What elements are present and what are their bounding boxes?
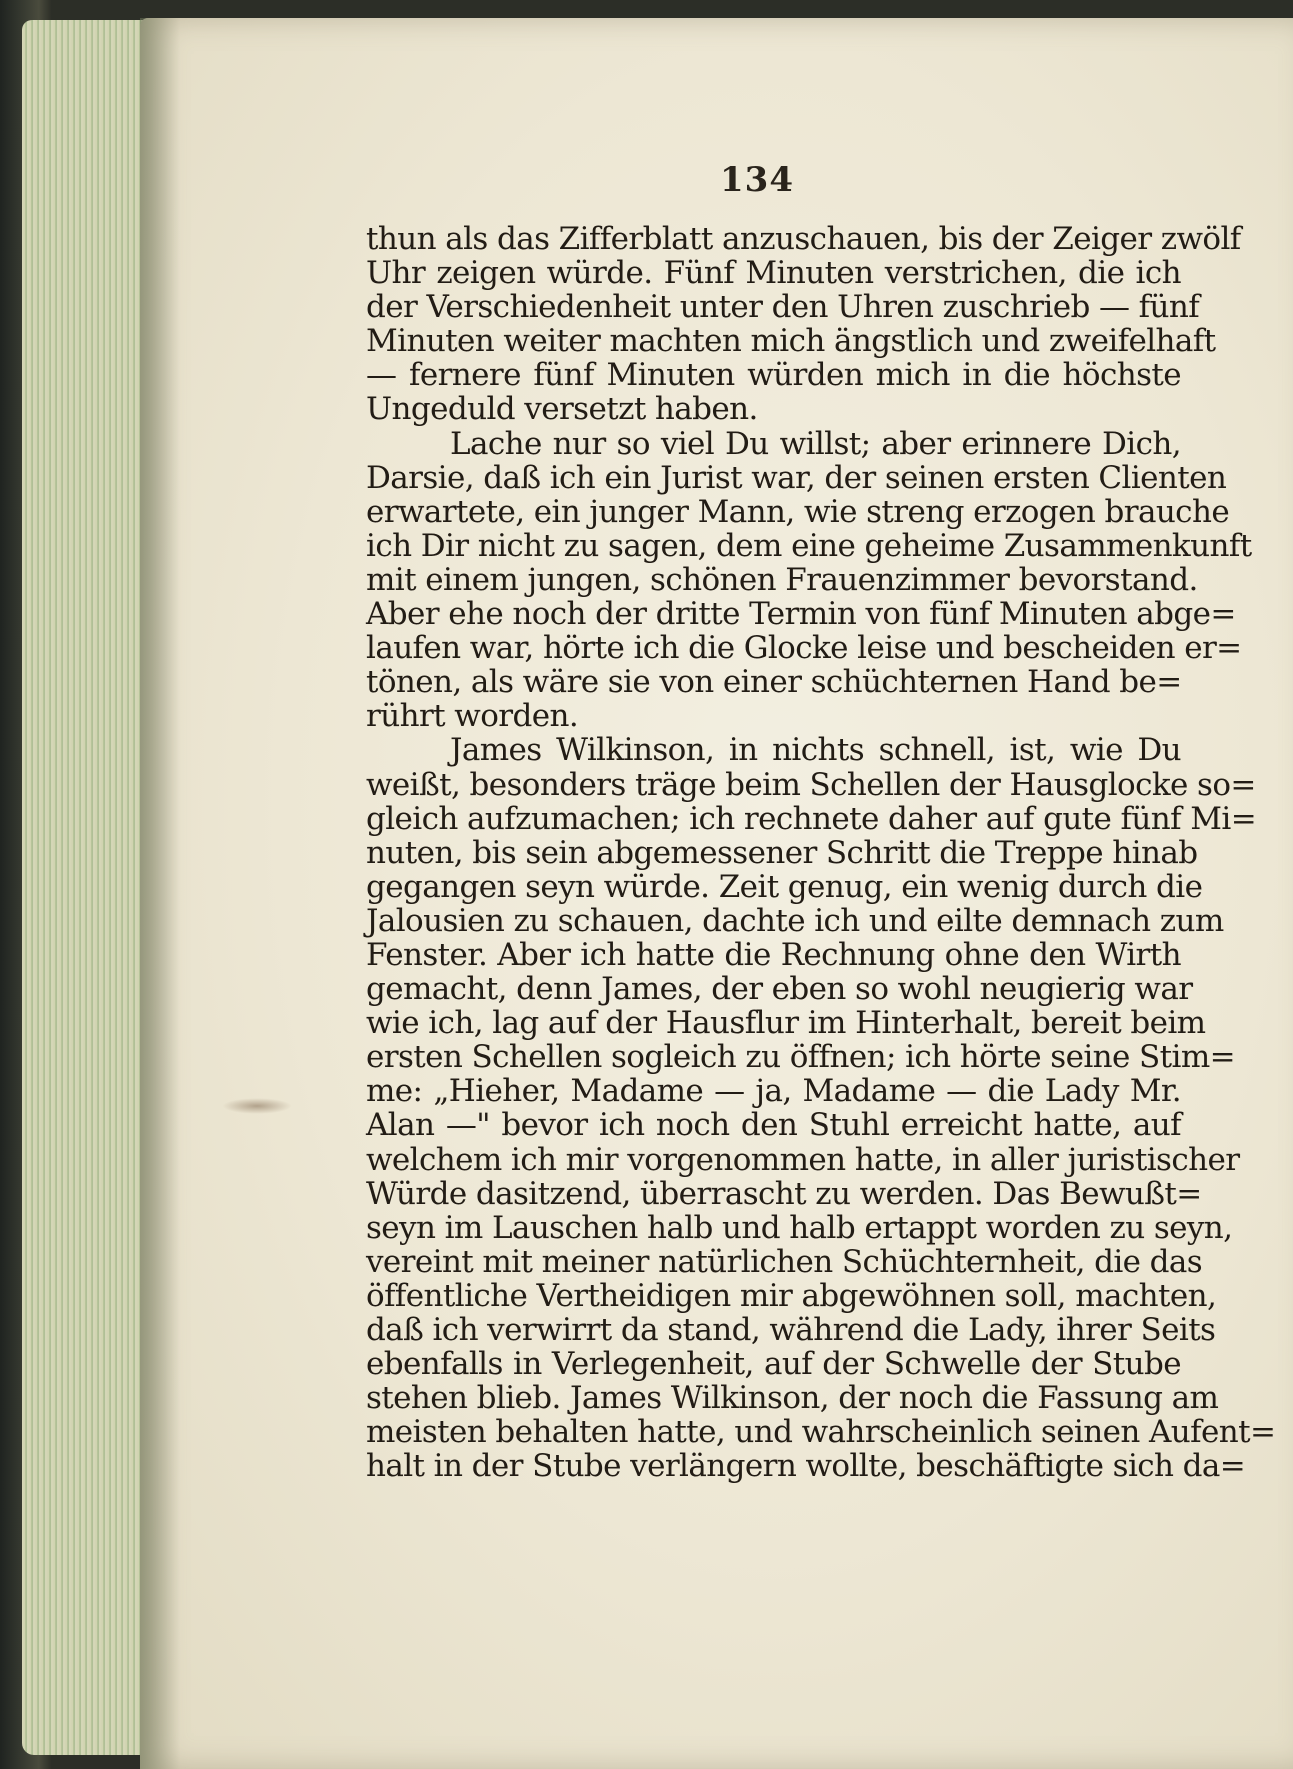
- text-line: Darsie, daß ich ein Jurist war, der seinen ersten Clienten: [366, 459, 1227, 496]
- text-line: mit einem jungen, schönen Frauenzimmer bevorstand.: [366, 561, 1198, 598]
- ink-smudge: [222, 1098, 292, 1114]
- text-line: daß ich verwirrt da stand, während die Lady, ihrer Seits: [366, 1312, 1216, 1348]
- text-line: thun als das Zifferblatt anzuschauen, bis der Zeiger zwölf: [366, 221, 1241, 257]
- text-line: gleich aufzumachen; ich rechnete daher auf gute fünf Mi=: [366, 800, 1257, 837]
- text-line: James Wilkinson, in nichts schnell, ist, wie Du: [450, 732, 1181, 769]
- text-line: wie ich, lag auf der Hausflur im Hinterhalt, bereit beim: [366, 1005, 1206, 1042]
- text-line: ersten Schellen sogleich zu öffnen; ich hörte seine Stim=: [366, 1039, 1236, 1076]
- body-text: [366, 221, 1276, 1485]
- text-line: öffentliche Vertheidigen mir abgewöhnen soll, machten,: [366, 1277, 1217, 1314]
- text-line: me: „Hieher, Madame — ja, Madame — die Lady Mr.: [366, 1073, 1181, 1110]
- text-line: vereint mit meiner natürlichen Schüchternheit, die das: [366, 1243, 1203, 1280]
- text-line: Minuten weiter machten mich ängstlich und zweifelhaft: [366, 323, 1216, 360]
- text-line: Fenster. Aber ich hatte die Rechnung ohne den Wirth: [366, 936, 1181, 973]
- text-line: seyn im Lauschen halb und halb ertappt worden zu seyn,: [366, 1209, 1233, 1246]
- text-line: tönen, als wäre sie von einer schüchternen Hand be=: [366, 664, 1182, 701]
- text-line: Aber ehe noch der dritte Termin von fünf Minuten abge=: [366, 596, 1236, 633]
- gutter-shadow: [140, 18, 180, 1769]
- text-line: gegangen seyn würde. Zeit genug, ein wenig durch die: [366, 868, 1203, 905]
- text-line: halt in der Stube verlängern wollte, beschäftigte sich da=: [366, 1448, 1246, 1485]
- text-line: erwartete, ein junger Mann, wie streng erzogen brauche: [366, 493, 1230, 530]
- text-line: der Verschiedenheit unter den Uhren zuschrieb — fünf: [366, 289, 1200, 326]
- text-line: stehen blieb. James Wilkinson, der noch die Fassung am: [366, 1380, 1219, 1417]
- text-line: rührt worden.: [366, 698, 579, 735]
- text-line: laufen war, hörte ich die Glocke leise und bescheiden er=: [366, 630, 1242, 667]
- page-edges: [22, 20, 152, 1755]
- page-number: 134: [720, 160, 794, 200]
- text-line: weißt, besonders träge beim Schellen der Hausglocke so=: [366, 766, 1256, 803]
- text-line: meisten behalten hatte, und wahrscheinlich seinen Aufent=: [366, 1414, 1276, 1451]
- text-line: Uhr zeigen würde. Fünf Minuten verstrichen, die ich: [366, 255, 1181, 292]
- text-line: — fernere fünf Minuten würden mich in die höchste: [366, 357, 1181, 394]
- text-line: Ungeduld versetzt haben.: [366, 391, 758, 428]
- text-line: Lache nur so viel Du willst; aber erinnere Dich,: [450, 425, 1181, 462]
- text-line: ich Dir nicht zu sagen, dem eine geheime Zusammenkunft: [366, 527, 1252, 564]
- text-line: Alan —" bevor ich noch den Stuhl erreicht hatte, auf: [366, 1107, 1181, 1144]
- text-line: Jalousien zu schauen, dachte ich und eilte demnach zum: [366, 902, 1224, 939]
- text-line: gemacht, denn James, der eben so wohl neugierig war: [366, 971, 1193, 1008]
- text-line: Würde dasitzend, überrascht zu werden. Das Bewußt=: [366, 1175, 1202, 1212]
- text-line: nuten, bis sein abgemessener Schritt die Treppe hinab: [366, 834, 1198, 871]
- text-line: ebenfalls in Verlegenheit, auf der Schwelle der Stube: [366, 1346, 1181, 1383]
- text-line: welchem ich mir vorgenommen hatte, in aller juristischer: [366, 1141, 1240, 1178]
